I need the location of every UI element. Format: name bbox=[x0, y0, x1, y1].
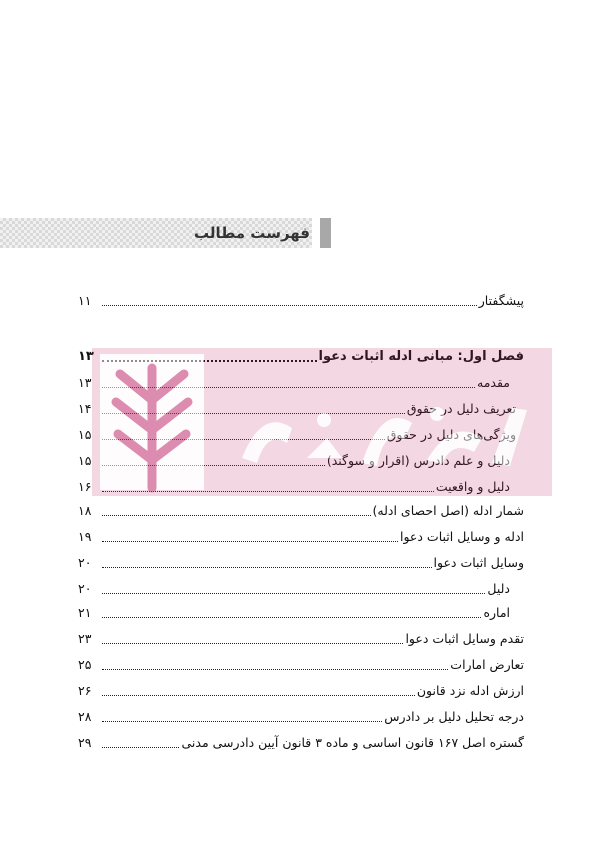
toc-entry[interactable] bbox=[78, 578, 524, 600]
toc-entry-label: اماره bbox=[483, 605, 510, 620]
toc-entry[interactable] bbox=[78, 450, 524, 472]
toc-entry-label: وسایل اثبات دعوا bbox=[433, 555, 524, 570]
title-accent-bar bbox=[320, 218, 331, 248]
toc-entry-page: ۱۳ bbox=[78, 349, 94, 364]
toc-entry-label: تقدم وسایل اثبات دعوا bbox=[405, 631, 524, 646]
toc-entry-page: ۱۳ bbox=[78, 375, 92, 390]
toc-entry-label: تعارض امارات bbox=[450, 657, 524, 672]
toc-entry-page: ۲۱ bbox=[78, 605, 92, 620]
toc-entry-page: ۱۴ bbox=[78, 401, 92, 416]
publisher-watermark bbox=[92, 348, 552, 496]
toc-entry[interactable] bbox=[78, 654, 524, 676]
toc-entry-label: پیشگفتار bbox=[478, 293, 524, 308]
toc-entry-label: ادله و وسایل اثبات دعوا bbox=[400, 529, 524, 544]
toc-entry[interactable] bbox=[78, 628, 524, 650]
leader-dots bbox=[102, 514, 371, 516]
leader-dots bbox=[102, 592, 485, 594]
leader-dots bbox=[102, 746, 179, 748]
toc-entry-page: ۲۵ bbox=[78, 657, 92, 672]
leader-dots bbox=[102, 490, 434, 492]
toc-entry-label: گستره اصل ۱۶۷ قانون اساسی و ماده ۳ قانون آیین دادرسی مدنی bbox=[181, 735, 524, 750]
toc-entry[interactable] bbox=[78, 476, 524, 498]
leader-dots bbox=[102, 616, 481, 618]
toc-entry[interactable] bbox=[78, 732, 524, 754]
leader-dots bbox=[102, 304, 477, 306]
toc-entry[interactable] bbox=[78, 372, 524, 394]
toc-entry[interactable] bbox=[78, 706, 524, 728]
leader-dots bbox=[102, 540, 398, 542]
leader-dots bbox=[102, 642, 403, 644]
toc-entry[interactable] bbox=[78, 500, 524, 522]
toc-entry-label: فصل اول: مبانی ادله اثبات دعوا bbox=[318, 349, 524, 364]
toc-entry-page: ۲۹ bbox=[78, 735, 92, 750]
leader-dots bbox=[102, 694, 415, 696]
toc-entry[interactable] bbox=[78, 526, 524, 548]
toc-entry-label: مقدمه bbox=[477, 375, 510, 390]
toc-entry-label: دلیل bbox=[487, 581, 510, 596]
toc-entry[interactable] bbox=[78, 552, 524, 574]
toc-entry[interactable] bbox=[78, 680, 524, 702]
toc-entry-chapter[interactable] bbox=[78, 346, 524, 368]
leader-dots bbox=[102, 464, 325, 466]
toc-entry-page: ۱۶ bbox=[78, 479, 92, 494]
toc-entry-label: شمار ادله (اصل احصای ادله) bbox=[372, 503, 524, 518]
toc-entry-label: درجه تحلیل دلیل بر دادرس bbox=[384, 709, 524, 724]
leader-dots bbox=[102, 438, 385, 440]
toc-entry[interactable] bbox=[78, 602, 524, 624]
toc-entry-label: تعریف دلیل در حقوق bbox=[406, 401, 516, 416]
toc-entry-page: ۲۰ bbox=[78, 555, 92, 570]
toc-entry-page: ۱۹ bbox=[78, 529, 92, 544]
leader-dots bbox=[102, 412, 405, 414]
leader-dots bbox=[102, 720, 382, 722]
leader-dots bbox=[102, 668, 448, 670]
leader-dots bbox=[102, 566, 432, 568]
toc-entry-page: ۱۵ bbox=[78, 427, 92, 442]
page-title: فهرست مطالب bbox=[194, 224, 310, 242]
toc-entry-label: ارزش ادله نزد قانون bbox=[416, 683, 524, 698]
toc-entry-label: ویژگی‌های دلیل در حقوق bbox=[386, 427, 516, 442]
toc-entry-page: ۲۳ bbox=[78, 631, 92, 646]
toc-entry[interactable] bbox=[78, 424, 524, 446]
leader-dots bbox=[102, 386, 475, 388]
toc-entry-page: ۱۵ bbox=[78, 453, 92, 468]
toc-entry[interactable] bbox=[78, 398, 524, 420]
toc-entry-page: ۲۶ bbox=[78, 683, 92, 698]
toc-entry-label: دلیل و علم دادرس (اقرار و سوگند) bbox=[326, 453, 510, 468]
toc-entry-page: ۱۱ bbox=[78, 293, 92, 308]
toc-entry-page: ۱۸ bbox=[78, 503, 92, 518]
toc-entry-page: ۲۰ bbox=[78, 581, 92, 596]
toc-entry-page: ۲۸ bbox=[78, 709, 92, 724]
leader-dots bbox=[102, 359, 317, 362]
toc-entry-label: دلیل و واقعیت bbox=[435, 479, 510, 494]
toc-entry[interactable] bbox=[78, 290, 524, 312]
